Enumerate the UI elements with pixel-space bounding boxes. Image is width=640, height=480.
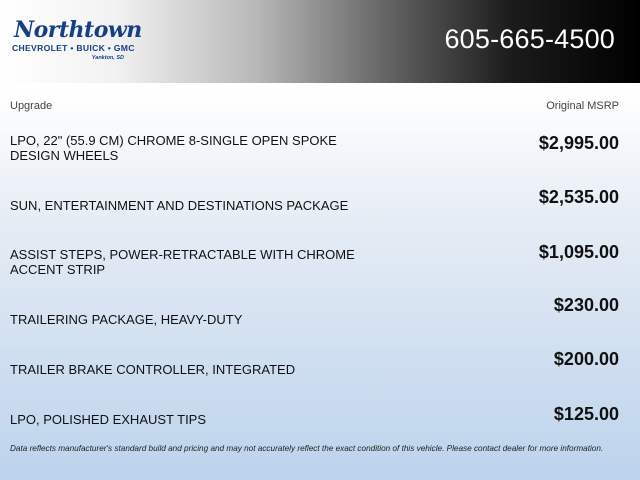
upgrade-name: TRAILERING PACKAGE, HEAVY-DUTY [10,312,243,327]
upgrade-name: TRAILER BRAKE CONTROLLER, INTEGRATED [10,362,296,377]
upgrade-price: $2,995.00 [538,133,619,153]
upgrade-row [0,349,640,405]
upgrade-name: SUN, ENTERTAINMENT AND DESTINATIONS PACKAGE [10,198,349,213]
logo-script: Northtown [14,17,142,43]
upgrade-price: $2,535.00 [538,187,619,207]
upgrade-row [0,295,640,351]
disclaimer: Data reflects manufacturer's standard build and pricing and may not accurately reflect the exact condition of this vehicle. Please contact dealer for more information. [10,444,604,453]
upgrade-name: ASSIST STEPS, POWER-RETRACTABLE WITH CHROME ACCENT STRIP [10,247,355,277]
upgrade-name: LPO, 22" (55.9 CM) CHROME 8-SINGLE OPEN SPOKE DESIGN WHEELS [10,133,337,163]
upgrade-name: LPO, POLISHED EXHAUST TIPS [10,412,207,427]
upgrade-row [0,133,640,189]
msrp-column-header: Original MSRP [546,100,619,112]
upgrade-column-header: Upgrade [10,100,53,112]
upgrade-price: $230.00 [553,295,619,315]
dealer-phone: 605-665-4500 [444,24,615,54]
logo-city: Yankton, SD [91,55,124,61]
upgrade-price: $125.00 [553,404,619,424]
upgrade-price: $200.00 [553,349,619,369]
header-banner [0,0,640,83]
logo-brands: CHEVROLET • BUICK • GMC [12,43,135,53]
upgrade-row [0,187,640,243]
dealer-logo [12,17,142,64]
upgrade-row [0,242,640,298]
upgrade-price: $1,095.00 [538,242,619,262]
